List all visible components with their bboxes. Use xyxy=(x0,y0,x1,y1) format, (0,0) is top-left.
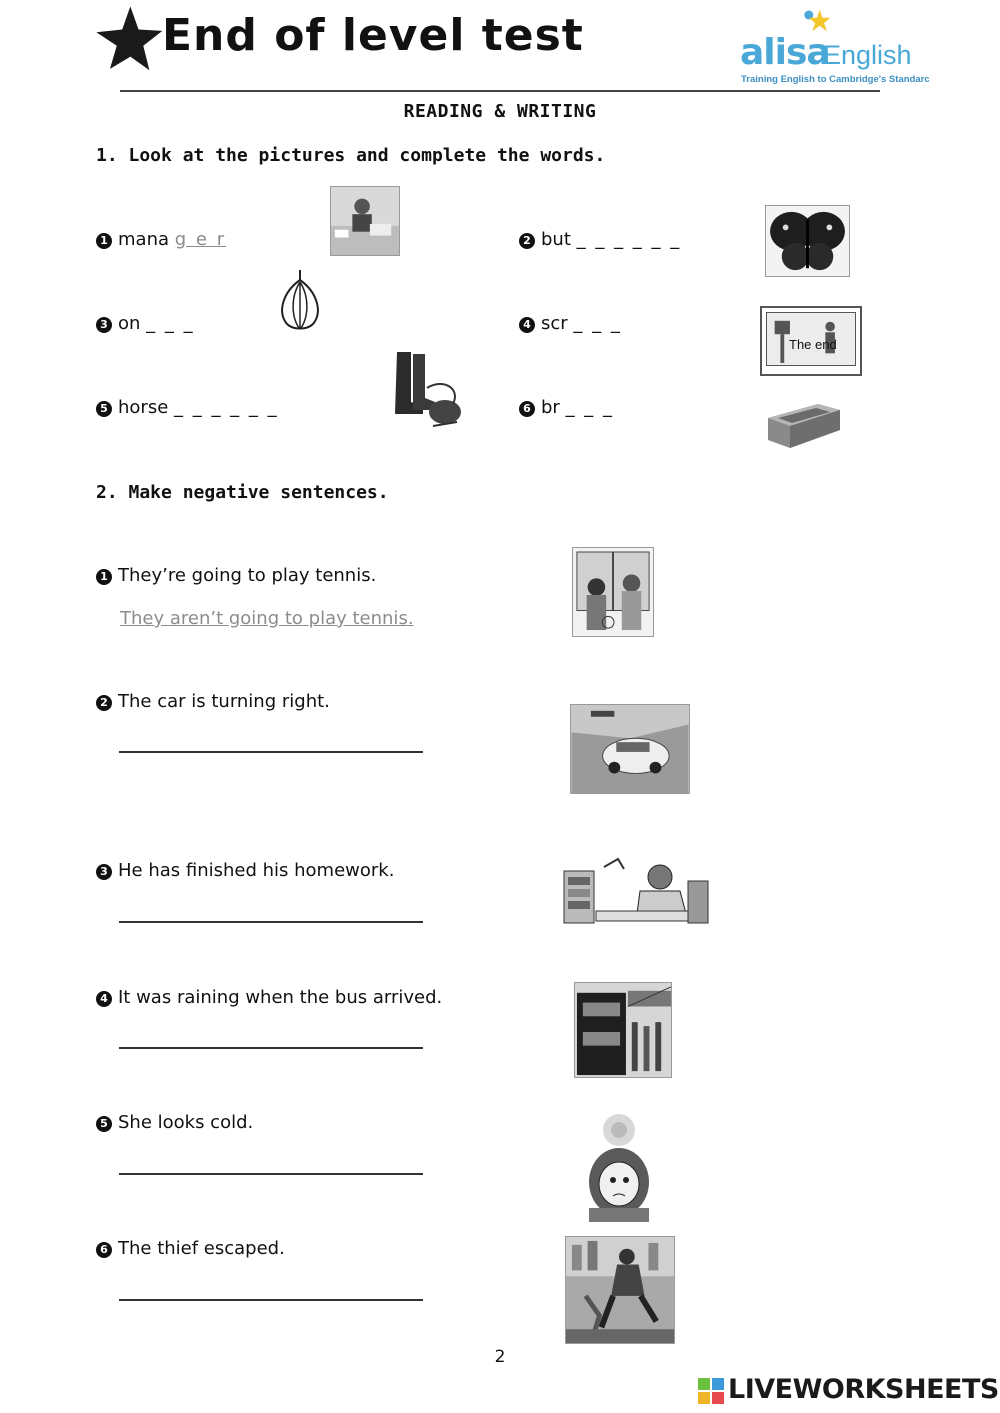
q2-item-4 xyxy=(96,987,442,1008)
number-bullet: 3 xyxy=(96,317,112,333)
q2-answer-line-6[interactable] xyxy=(119,1299,423,1301)
sentence-text: She looks cold. xyxy=(118,1112,254,1133)
q1-item-3 xyxy=(96,313,195,334)
number-bullet: 4 xyxy=(96,991,112,1007)
page-title: End of level test xyxy=(162,10,584,61)
word-blank[interactable]: _ _ _ _ _ _ xyxy=(174,397,279,418)
star-icon xyxy=(95,5,163,73)
word-prefix: br xyxy=(541,397,560,418)
bus-at-station-image xyxy=(574,982,672,1078)
word-prefix: but xyxy=(541,229,571,250)
number-bullet: 6 xyxy=(519,401,535,417)
number-bullet: 2 xyxy=(519,233,535,249)
header-divider xyxy=(120,90,880,92)
word-prefix: horse xyxy=(118,397,169,418)
q2-answer-line-5[interactable] xyxy=(119,1173,423,1175)
alisa-english-logo xyxy=(740,6,930,90)
word-prefix: scr xyxy=(541,313,568,334)
butterfly-image xyxy=(765,205,850,277)
number-bullet: 2 xyxy=(96,695,112,711)
number-bullet: 4 xyxy=(519,317,535,333)
brick-image xyxy=(766,396,842,452)
number-bullet: 6 xyxy=(96,1242,112,1258)
word-blank[interactable]: _ _ _ xyxy=(565,397,615,418)
q2-item-6 xyxy=(96,1238,285,1259)
logo-tagline: Training English to Cambridge's Standarc xyxy=(741,74,930,85)
q1-item-2 xyxy=(519,229,681,250)
q1-heading: 1. Look at the pictures and complete the words. xyxy=(96,145,606,166)
number-bullet: 1 xyxy=(96,233,112,249)
q2-answer-1[interactable]: They aren’t going to play tennis. xyxy=(120,608,414,629)
word-blank[interactable]: _ _ _ _ _ _ xyxy=(576,229,682,250)
q2-answer-line-4[interactable] xyxy=(119,1047,423,1049)
sentence-text: The car is turning right. xyxy=(118,691,330,712)
car-on-road-image xyxy=(570,704,690,794)
q2-answer-line-2[interactable] xyxy=(119,751,423,753)
word-answer[interactable]: g e r xyxy=(174,229,227,250)
onion-image xyxy=(277,268,323,332)
q2-item-2 xyxy=(96,691,330,712)
q1-item-4 xyxy=(519,313,622,334)
liveworksheets-badge-icon xyxy=(698,1378,724,1404)
number-bullet: 5 xyxy=(96,1116,112,1132)
word-blank[interactable]: _ _ _ xyxy=(146,313,195,334)
q1-item-1 xyxy=(96,229,226,250)
woman-at-desk-image xyxy=(330,186,400,256)
sentence-text: He has finished his homework. xyxy=(118,860,395,881)
word-prefix: mana xyxy=(118,229,170,250)
word-prefix: on xyxy=(118,313,141,334)
section-heading: READING & WRITING xyxy=(403,101,597,122)
page-number: 2 xyxy=(494,1347,506,1367)
liveworksheets-text: LIVEWORKSHEETS xyxy=(728,1374,999,1405)
q2-item-3 xyxy=(96,860,394,881)
boy-doing-homework-image xyxy=(560,855,712,930)
q2-item-5 xyxy=(96,1112,253,1133)
number-bullet: 3 xyxy=(96,864,112,880)
sentence-text: It was raining when the bus arrived. xyxy=(118,987,443,1008)
thief-running-image xyxy=(565,1236,675,1344)
logo-brand: alisa xyxy=(740,32,830,73)
q2-item-1 xyxy=(96,565,376,586)
screen-caption: The end xyxy=(789,337,837,352)
girl-in-sun-image xyxy=(573,1112,665,1222)
number-bullet: 1 xyxy=(96,569,112,585)
q2-answer-line-3[interactable] xyxy=(119,921,423,923)
children-at-window-image xyxy=(572,547,654,637)
word-blank[interactable]: _ _ _ xyxy=(573,313,622,334)
sentence-text: The thief escaped. xyxy=(118,1238,285,1259)
q2-heading: 2. Make negative sentences. xyxy=(96,482,389,503)
logo-suffix: English xyxy=(823,40,912,70)
screen-image xyxy=(760,306,862,376)
q1-item-6 xyxy=(519,397,614,418)
q1-item-5 xyxy=(96,397,279,418)
riding-boots-image xyxy=(383,348,465,432)
number-bullet: 5 xyxy=(96,401,112,417)
sentence-text: They’re going to play tennis. xyxy=(118,565,377,586)
